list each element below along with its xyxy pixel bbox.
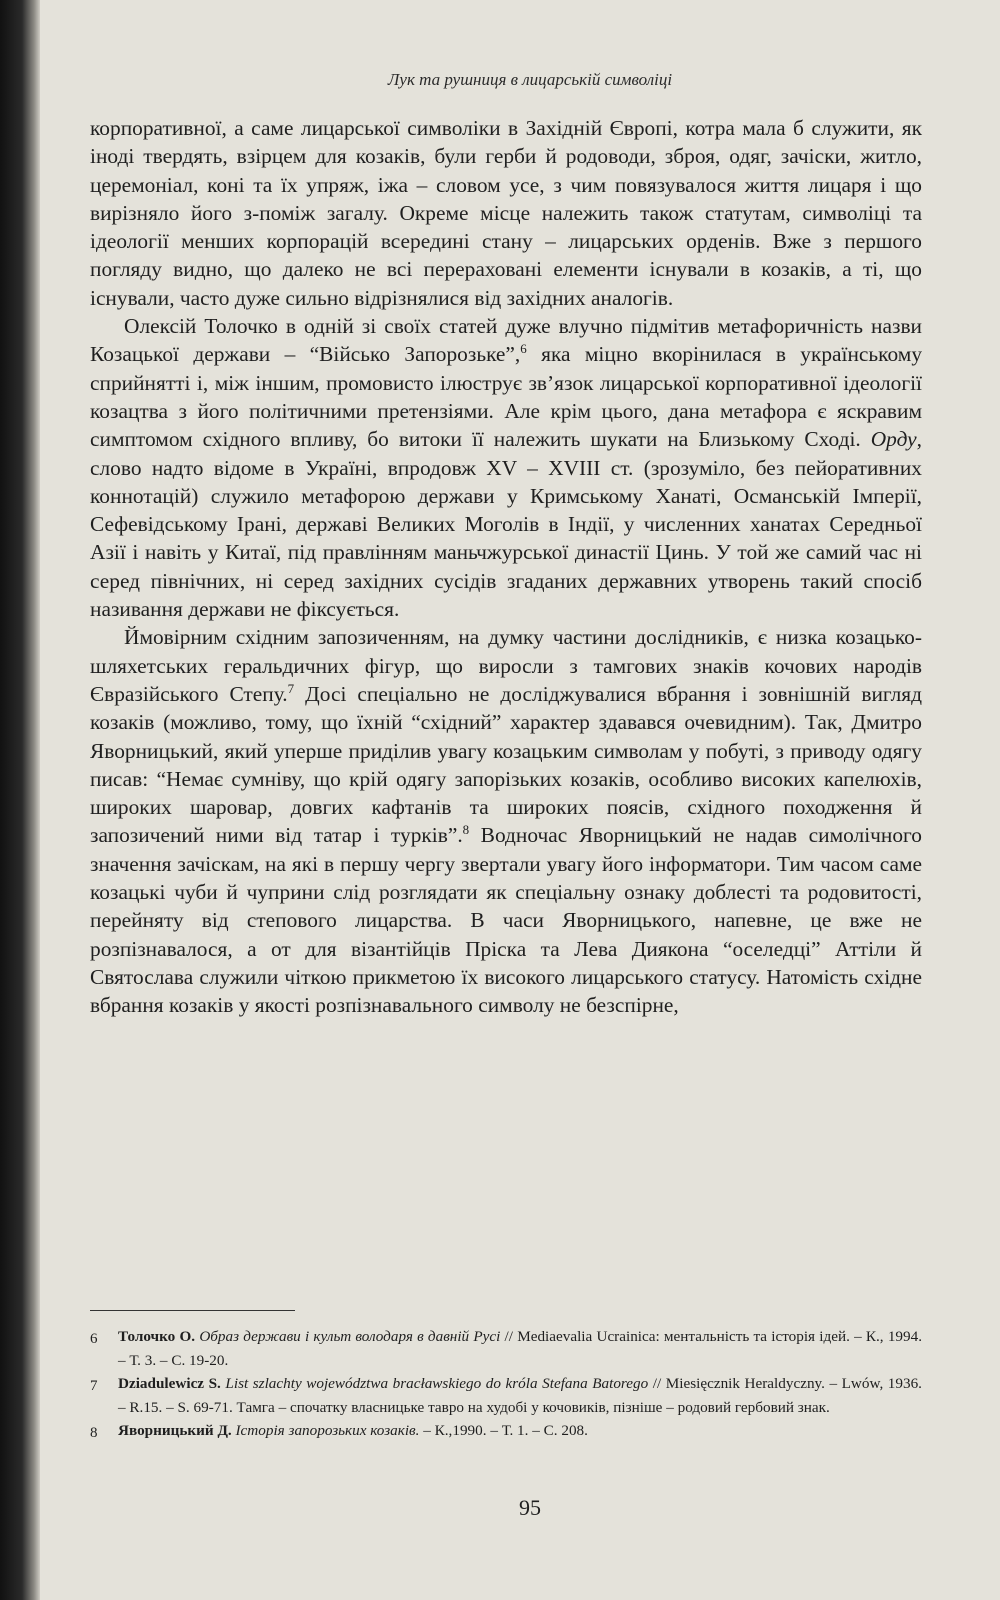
footnote-details: // Mediaevalia Ucrainica: ментальність та історія ідей. – К., 1994. – Т. 3. – С. 19-20. (118, 1328, 922, 1369)
footnote-author: Dziadulewicz S. (118, 1375, 221, 1392)
paragraph-1 (90, 114, 922, 312)
footnote-number: 7 (90, 1378, 98, 1394)
footnote-ref-8[interactable]: 8 (462, 822, 470, 838)
paragraph-text: корпоративної, а саме лицарської символіки в Західній Європі, котра мала б служити, як іноді твердять, взірцем для козаків, були герби й родоводи, зброя, одяг, зачіски, житло, церемоніал, коні та їх упряж, іжа – словом усе, з чим повязувалося життя лицаря і що вирізняло його з-поміж загалу. Окреме місце належить також статутам, символіці та ідеології менших корпорацій всередині стану – лицарських орденів. Вже з першого погляду видно, що далеко не всі перераховані елементи існували в козаків, а ті, що існували, часто дуже сильно відрізнялися від західних аналогів. (90, 116, 922, 310)
footnote-ref-6[interactable]: 6 (520, 341, 527, 357)
book-page (40, 0, 1000, 1600)
paragraph-3 (90, 623, 922, 1019)
book-spine-shadow (0, 0, 40, 1600)
footnote-number: 6 (90, 1331, 98, 1347)
paragraph-text: , слово надто відоме в Україні, впродовж XV – XVIII ст. (зрозуміло, без пейоративних коннотацій) служило метафорою держави у Кримському Ханаті, Османській Імперії, Сефевідському Ірані, державі Великих Моголів в Індії, у численних ханатах Середньої Азії і навіть у Китаї, під правлінням маньчжурської династії Цинь. У той же самий час ні серед північних, ні серед західних сусідів згаданих державних утворень такий спосіб називання держави не фіксується. (90, 427, 922, 622)
footnote-8 (90, 1419, 922, 1443)
footnote-details: // Miesięcznik Heraldyczny. – Lwów, 1936. – R.15. – S. 69-71. Тамга – спочатку власницьке тавро на худобі у кочовиків, пізніше – родовий гербовий знак. (118, 1375, 922, 1416)
paragraph-2 (90, 312, 922, 623)
body-text (90, 114, 922, 1020)
footnote-divider (90, 1310, 295, 1311)
footnote-number: 8 (90, 1425, 98, 1441)
footnote-title: List szlachty województwa bracławskiego do króla Stefana Batorego (225, 1375, 649, 1392)
footnote-title: Історія запорозьких козаків. (235, 1422, 420, 1439)
emphasis: Орду (870, 427, 917, 452)
footnote-author: Яворницький Д. (118, 1422, 232, 1439)
footnote-author: Толочко О. (118, 1328, 196, 1345)
paragraph-text: яка міцно вкорінилася в українському сприйнятті і, між іншим, промовисто ілюструє зв’язок лицарської корпоративної ідеології козацтва з його політичними претензіями. Але крім цього, дана метафора є яскравим симптомом східного впливу, бо витоки її належить шукати на Близькому Сході. (90, 342, 923, 452)
footnote-title: Образ держави і культ володаря в давній Русі (199, 1328, 501, 1345)
footnote-details: – К.,1990. – Т. 1. – С. 208. (419, 1422, 588, 1439)
footnote-ref-7[interactable]: 7 (287, 680, 295, 696)
footnotes (90, 1325, 922, 1443)
footnote-7 (90, 1372, 922, 1419)
paragraph-text: Ймовірним східним запозиченням, на думку частини дослідників, є низка козацько-шляхетських геральдичних фігур, що виросли з тамгових знаків кочових народів Євразійського Степу. (90, 625, 922, 706)
paragraph-text: Досі спеціально не досліджувалися вбрання і зовнішній вигляд козаків (можливо, тому, що їхній “східний” характер здавався очевидним). Так, Дмитро Яворницький, який уперше приділив увагу козацьким символам у побуті, з приводу одягу писав: “Немає сумніву, що крій одягу запорізьких козаків, особливо високих капелюхів, широких шаровар, довгих кафтанів та широких поясів, східного походження й запозичений ними від татар і турків”. (90, 681, 922, 848)
page-number: 95 (519, 1495, 541, 1520)
paragraph-text: Олексій Толочко в одній зі своїх статей дуже влучно підмітив метафоричність назви Козацької держави – “Військо Запорозьке”, (90, 314, 922, 367)
paragraph-text: Водночас Яворницький не надав симолічного значення зачіскам, на які в першу чергу звертали увагу його інформатори. Тим часом саме козацькі чуби й чуприни слід розглядати як спеціальну ознаку доблесті та родовитості, перейняту від степового лицарства. В часи Яворницького, напевне, це вже не розпізнавалося, а от для візантійців Пріска та Лева Диякона “оселедці” Аттіли й Святослава служили чіткою прикметою їх високого лицарського статусу. Натомість східне вбрання козаків у якості розпізнавального символу не безспірне, (90, 823, 922, 1018)
running-head: Лук та рушниця в лицарській символіці (387, 70, 673, 89)
footnote-6 (90, 1325, 922, 1372)
